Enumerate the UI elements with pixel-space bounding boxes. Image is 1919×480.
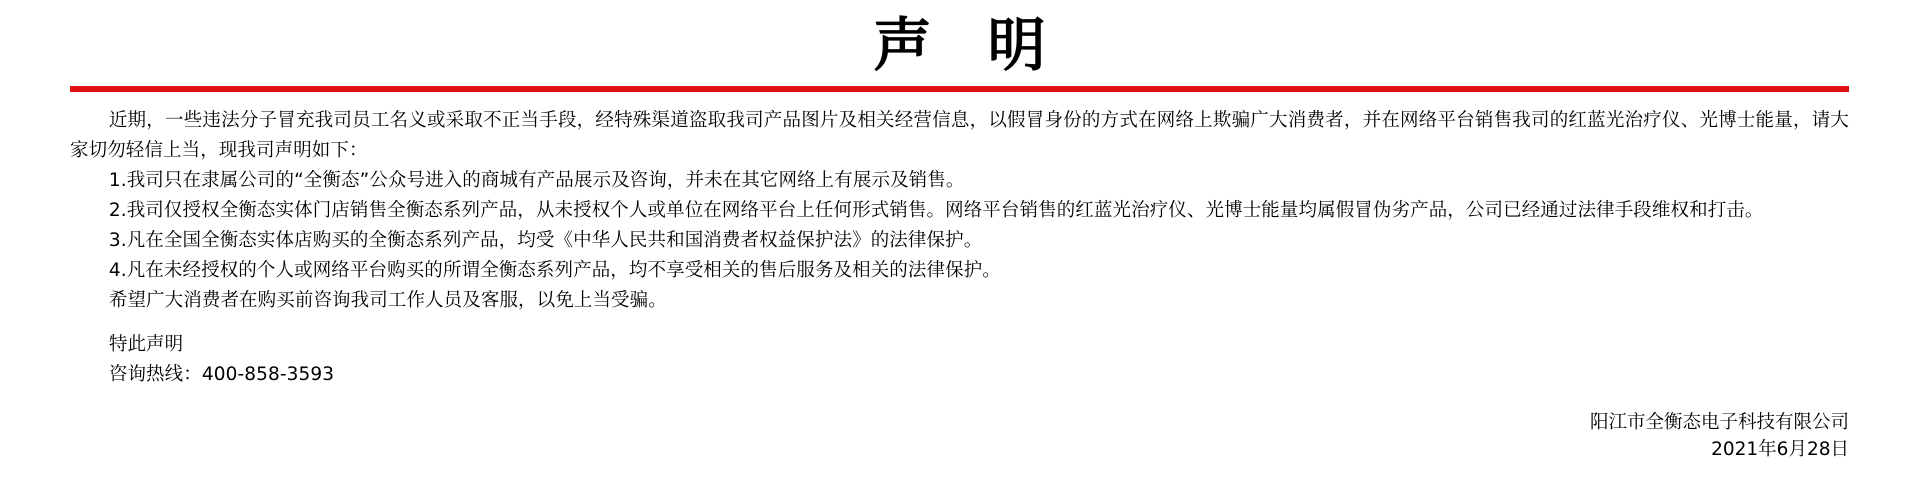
document-body	[70, 106, 1849, 390]
paragraph-intro: 近期，一些违法分子冒充我司员工名义或采取不正当手段，经特殊渠道盗取我司产品图片及相关经营信息，以假冒身份的方式在网络上欺骗广大消费者，并在网络平台销售我司的红蓝光治疗仪、光博士能量，请大家切勿轻信上当，现我司声明如下：	[70, 110, 1849, 161]
page-title: 声 明	[873, 11, 1064, 79]
paragraph-item-1: 1.我司只在隶属公司的“全衡态”公众号进入的商城有产品展示及咨询，并未在其它网络上有展示及销售。	[108, 169, 965, 191]
closing-statement: 特此声明	[108, 333, 184, 355]
title-divider	[70, 86, 1849, 92]
body-spacer	[70, 316, 1849, 330]
paragraph-item-3: 3.凡在全国全衡态实体店购买的全衡态系列产品，均受《中华人民共和国消费者权益保护法》的法律保护。	[108, 229, 983, 251]
issue-date: 2021年6月28日	[1711, 439, 1849, 461]
hotline-text: 咨询热线：400-858-3593	[108, 363, 335, 385]
company-name: 阳江市全衡态电子科技有限公司	[1589, 411, 1849, 433]
document-footer	[1590, 409, 1849, 465]
paragraph-closing-note: 希望广大消费者在购买前咨询我司工作人员及客服，以免上当受骗。	[108, 289, 667, 311]
paragraph-item-4: 4.凡在未经授权的个人或网络平台购买的所谓全衡态系列产品，均不享受相关的售后服务及相关的法律保护。	[108, 259, 1001, 281]
paragraph-item-2: 2.我司仅授权全衡态实体门店销售全衡态系列产品，从未授权个人或单位在网络平台上任何形式销售。网络平台销售的红蓝光治疗仪、光博士能量均属假冒伪劣产品，公司已经通过法律手段维权和打击。	[108, 199, 1764, 221]
